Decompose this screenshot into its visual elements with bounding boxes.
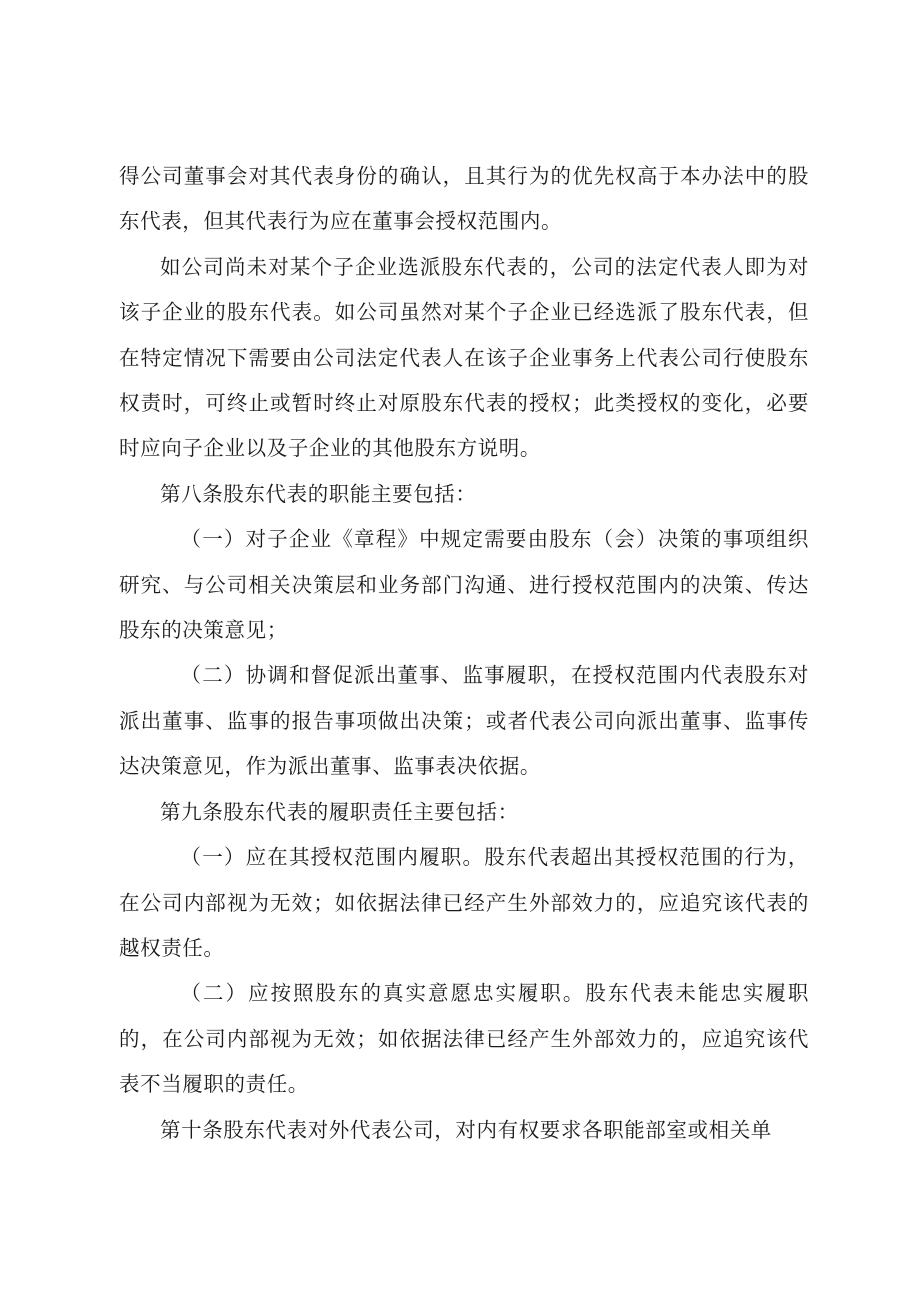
- paragraph-legal-representative: 如公司尚未对某个子企业选派股东代表的，公司的法定代表人即为对该子企业的股东代表。如公司虽然对某个子企业已经选派了股东代表，但在特定情况下需要由公司法定代表人在该子企业事务上代表公司行使股东权责时，可终止或暂时终止对原股东代表的授权；此类授权的变化，必要时应向子企业以及子企业的其他股东方说明。: [119, 254, 809, 461]
- article-8-item-1: （一）对子企业《章程》中规定需要由股东（会）决策的事项组织研究、与公司相关决策层和业务部门沟通、进行授权范围内的决策、传达股东的决策意见；: [119, 527, 809, 643]
- article-8-item-2: （二）协调和督促派出董事、监事履职，在授权范围内代表股东对派出董事、监事的报告事项做出决策；或者代表公司向派出董事、监事传达决策意见，作为派出董事、监事表决依据。: [119, 663, 809, 779]
- document-body: [119, 154, 809, 1153]
- article-8-heading: 第八条股东代表的职能主要包括：: [160, 481, 477, 506]
- article-10-start: 第十条股东代表对外代表公司，对内有权要求各职能部室或相关单: [160, 1117, 772, 1142]
- paragraph-continuation: 得公司董事会对其代表身份的确认，且其行为的优先权高于本办法中的股东代表，但其代表行为应在董事会授权范围内。: [119, 164, 809, 234]
- article-9-item-2: （二）应按照股东的真实意愿忠实履职。股东代表未能忠实履职的，在公司内部视为无效；如依据法律已经产生外部效力的，应追究该代表不当履职的责任。: [119, 981, 809, 1097]
- article-9-item-1: （一）应在其授权范围内履职。股东代表超出其授权范围的行为，在公司内部视为无效；如依据法律已经产生外部效力的，应追究该代表的越权责任。: [119, 845, 809, 960]
- article-9-heading: 第九条股东代表的履职责任主要包括：: [160, 799, 519, 824]
